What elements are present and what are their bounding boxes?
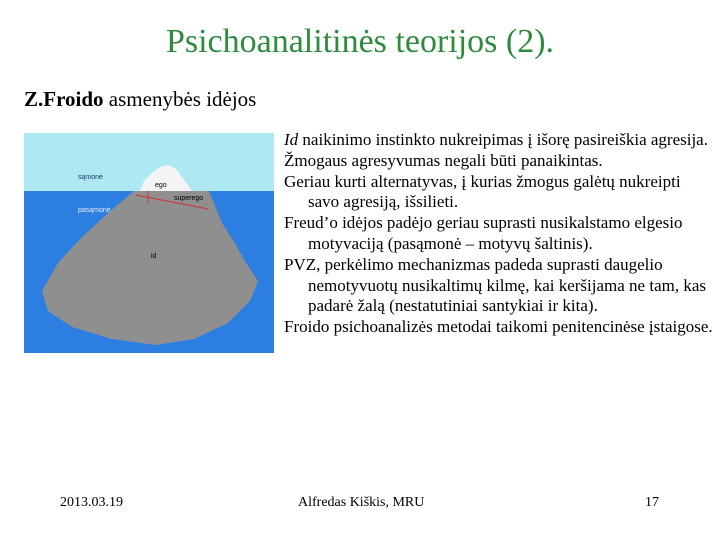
paragraph-id-instinct	[284, 130, 714, 151]
term-id: Id	[284, 130, 299, 149]
paragraph-id-instinct-text: naikinimo instinkto nukreipimas į išorę pasireiškia agresija.	[298, 130, 708, 149]
paragraph-methods: Froido psichoanalizės metodai taikomi penitencinėse įstaigose.	[284, 317, 713, 337]
label-ego: ego	[155, 182, 167, 189]
slide-subtitle	[24, 87, 256, 111]
paragraph-freud-motivation: Freud’o idėjos padėjo geriau suprasti nusikalstamo elgesio motyvaciją (pasąmonė – motyvų šaltinis).	[284, 213, 683, 253]
label-id: id	[151, 253, 157, 260]
footer-date: 2013.03.19	[60, 495, 123, 510]
iceberg-diagram	[24, 133, 274, 353]
footer-author: Alfredas Kiškis, MRU	[298, 495, 425, 510]
slide-title: Psichoanalitinės teorijos (2).	[165, 23, 555, 60]
label-conscious: sąmonė	[78, 174, 103, 181]
paragraph-alternatives: Geriau kurti alternatyvas, į kurias žmogus galėtų nukreipti savo agresiją, išsilieti.	[284, 171, 681, 212]
footer-page-number: 17	[645, 495, 659, 510]
subtitle-rest: asmenybės idėjos	[103, 87, 257, 111]
label-superego: superego	[174, 195, 204, 202]
paragraph-aggression: Žmogaus agresyvumas negali būti panaikintas.	[284, 150, 603, 170]
label-unconscious: pasąmonė	[78, 207, 111, 214]
paragraph-example: PVZ, perkėlimo mechanizmas padeda suprasti daugelio nemotyvuotų nusikaltimų kilmę, kai keršijama ne tam, kas padarė žalą (nestatutiniai santykiai ir kita).	[284, 254, 707, 316]
subtitle-name: Z.Froido	[24, 87, 104, 111]
main-text	[284, 130, 714, 338]
